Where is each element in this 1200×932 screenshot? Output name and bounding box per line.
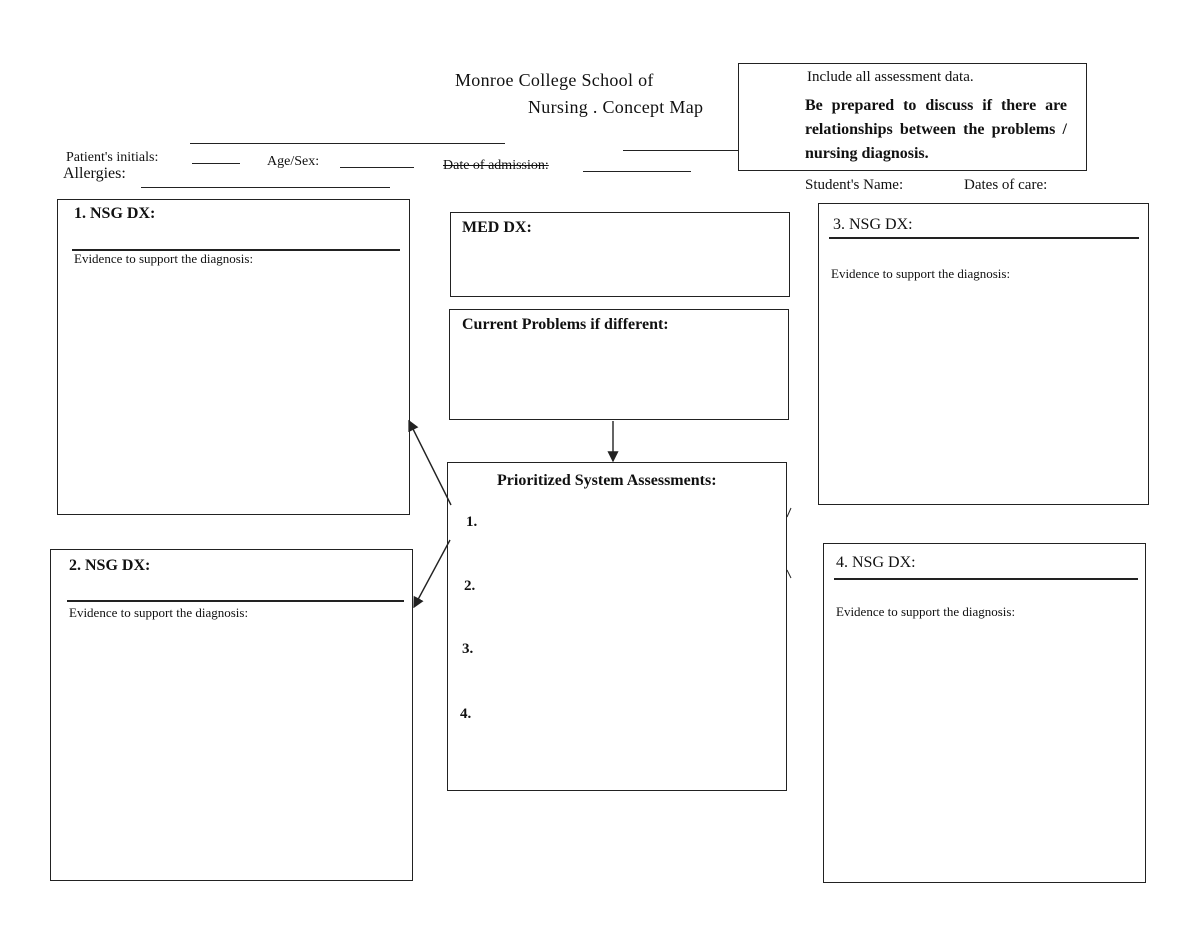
nsg-dx-2-rule (67, 600, 404, 602)
edge-mark-2 (787, 570, 791, 578)
age-sex-field[interactable] (340, 167, 414, 168)
nsg-dx-1-box[interactable] (57, 199, 410, 515)
nsg-dx-4-evidence-label: Evidence to support the diagnosis: (836, 604, 1016, 619)
assessment-number-3: 3. (462, 641, 474, 657)
arrow-to-nsg-dx-1 (409, 421, 451, 505)
nsg-dx-3-evidence-label: Evidence to support the diagnosis: (831, 266, 1011, 281)
assessment-number-1: 1. (466, 514, 478, 530)
arrow-to-nsg-dx-2 (414, 540, 450, 607)
nsg-dx-3-box[interactable] (818, 203, 1149, 505)
connector-line (623, 150, 738, 151)
admission-date-label: Date of admission: (443, 158, 549, 173)
nsg-dx-4-title: 4. NSG DX: (836, 554, 916, 571)
admission-date-field[interactable] (583, 171, 691, 172)
nsg-dx-3-title: 3. NSG DX: (833, 216, 913, 233)
nsg-dx-1-title: 1. NSG DX: (74, 205, 156, 222)
instructions-line1: Include all assessment data. (807, 69, 974, 85)
form-title-line1: Monroe College School of (455, 70, 654, 90)
edge-mark-1 (787, 508, 791, 517)
nsg-dx-4-rule (834, 578, 1138, 580)
allergies-field[interactable] (141, 187, 390, 188)
nsg-dx-2-box[interactable] (50, 549, 413, 881)
system-assessments-title: Prioritized System Assessments: (497, 472, 717, 489)
nsg-dx-1-evidence-label: Evidence to support the diagnosis: (74, 251, 254, 266)
dates-of-care-label: Dates of care: (964, 177, 1048, 193)
current-problems-box[interactable] (449, 309, 789, 420)
instructions-line2: Be prepared to discuss if there are relationships between the problems / nursing diagnosis. (805, 97, 1067, 162)
system-assessments-box[interactable] (447, 462, 787, 791)
header-rule (190, 143, 505, 144)
med-dx-box[interactable] (450, 212, 790, 297)
assessment-number-4: 4. (460, 706, 472, 722)
assessment-number-2: 2. (464, 578, 476, 594)
nsg-dx-2-title: 2. NSG DX: (69, 557, 151, 574)
instructions-box (738, 63, 1087, 171)
age-sex-label: Age/Sex: (267, 154, 320, 169)
med-dx-title: MED DX: (462, 219, 532, 236)
nsg-dx-2-evidence-label: Evidence to support the diagnosis: (69, 605, 249, 620)
form-title-line2: Nursing . Concept Map (528, 97, 704, 117)
student-name-label: Student's Name: (805, 177, 904, 193)
current-problems-title: Current Problems if different: (462, 316, 669, 333)
allergies-label: Allergies: (63, 165, 126, 182)
patient-initials-label: Patient's initials: (66, 150, 159, 165)
nsg-dx-4-box[interactable] (823, 543, 1146, 883)
patient-initials-field[interactable] (192, 163, 240, 164)
nsg-dx-3-rule (829, 237, 1139, 239)
